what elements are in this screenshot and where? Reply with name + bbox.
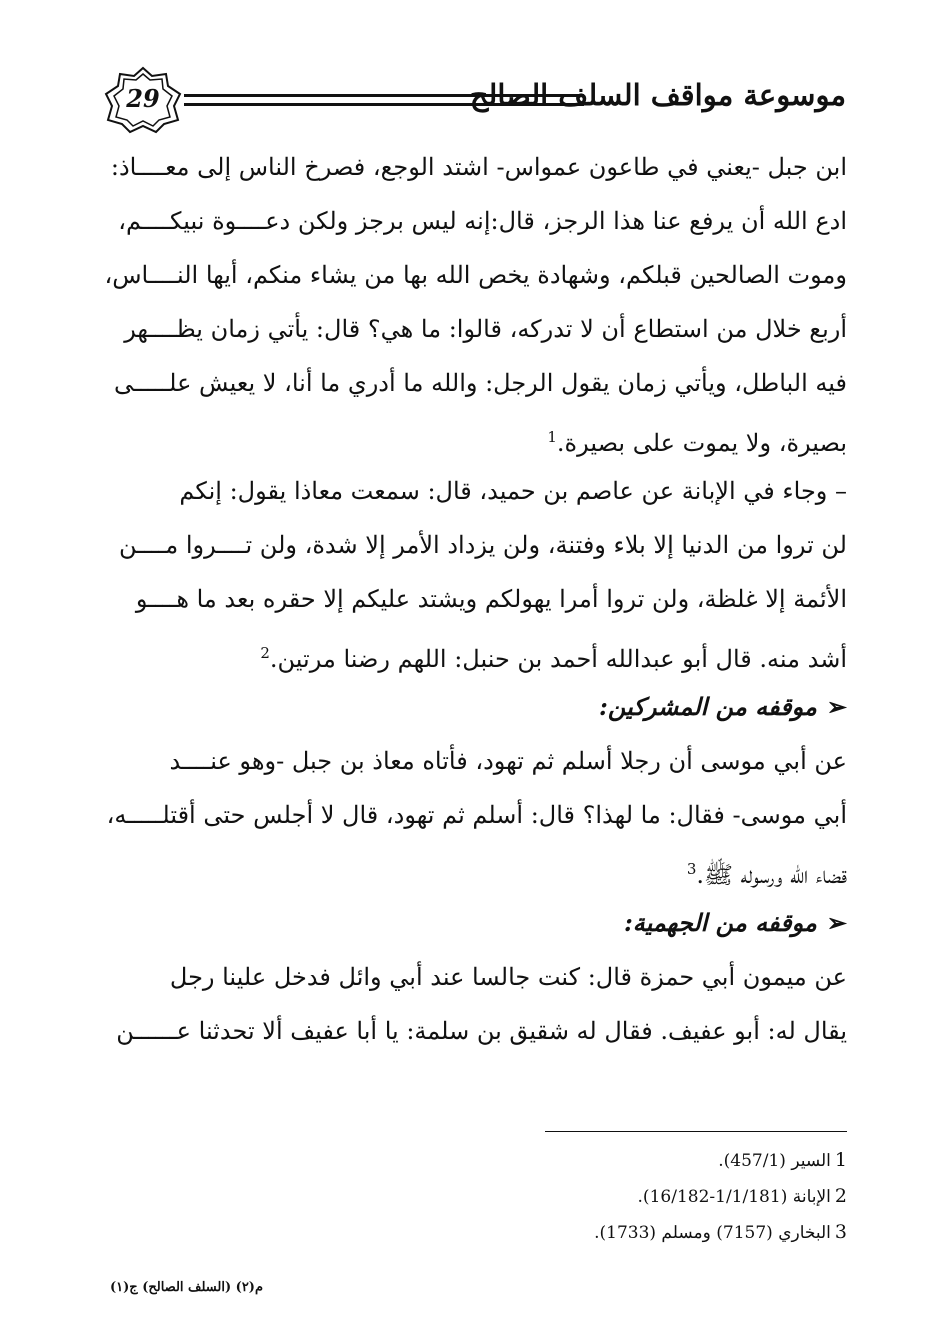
text-line: الأئمة إلا غلظة، ولن تروا أمرا يهولكم ويشتد عليكم إلا حقره بعد ما هــــو <box>135 585 847 613</box>
page-number-badge <box>104 66 182 134</box>
footnote-ref-3: 3 <box>686 860 697 878</box>
text-line: أربع خلال من استطاع أن لا تدركه، قالوا: ما هي؟ قال: يأتي زمان يظــــهر <box>124 315 847 343</box>
footnote-text: البخاري (7157) ومسلم (1733). <box>594 1223 831 1243</box>
footnote <box>400 1214 847 1250</box>
arrow-bullet-icon: ➢ <box>826 908 847 937</box>
footnote <box>400 1142 847 1178</box>
section-heading <box>103 680 847 734</box>
text-line <box>103 410 847 464</box>
text-line: فيه الباطل، ويأتي زمان يقول الرجل: والله ما أدري ما أنا، لا يعيش علـــــى <box>113 369 847 397</box>
text-line: ابن جبل -يعني في طاعون عمواس- اشتد الوجع، فصرخ الناس إلى معــــاذ: <box>110 153 847 181</box>
footnote <box>400 1178 847 1214</box>
text-line: عن ميمون أبي حمزة قال: كنت جالسا عند أبي وائل فدخل علينا رجل <box>169 963 847 991</box>
text-line <box>103 626 847 680</box>
text-line <box>103 842 847 896</box>
text-line: أبي موسى- فقال: ما لهذا؟ قال: أسلم ثم تهود، قال لا أجلس حتى أقتلـــــه، <box>106 801 847 829</box>
text-segment: أشد منه. قال أبو عبدالله أحمد بن حنبل: اللهم رضنا مرتين. <box>269 645 847 673</box>
printer-signature: م(٢) (السلف الصالح) ج(١) <box>110 1280 263 1295</box>
footnote-number: 1 <box>834 1149 847 1171</box>
footnote-text: الإبانة (1/1/181-16/182). <box>637 1187 831 1207</box>
heading-text: موقفه من المشركين: <box>599 692 817 721</box>
page-header <box>96 64 848 136</box>
footnote-text: السير (457/1). <box>718 1151 831 1171</box>
heading-text: موقفه من الجهمية: <box>623 908 817 937</box>
footnote-ref-1: 1 <box>547 428 557 446</box>
page-number: 29 <box>126 84 160 113</box>
book-title: موسوعة مواقف السلف الصالح <box>469 78 846 112</box>
footnote-number: 2 <box>834 1185 847 1207</box>
text-line: – وجاء في الإبانة عن عاصم بن حميد، قال: سمعت معاذا يقول: إنكم <box>179 477 847 505</box>
section-heading <box>103 896 847 950</box>
text-line: ادع الله أن يرفع عنا هذا الرجز، قال:إنه ليس برجز ولكن دعــــوة نبيكــــم، <box>118 207 847 235</box>
footnote-number: 3 <box>834 1221 847 1243</box>
text-segment: قضاء الله ورسوله ﷺ. <box>696 861 847 889</box>
footnote-ref-2: 2 <box>260 644 270 662</box>
text-line: عن أبي موسى أن رجلا أسلم ثم تهود، فأتاه معاذ بن جبل -وهو عنــــد <box>169 747 847 775</box>
text-segment: بصيرة، ولا يموت على بصيرة. <box>556 429 847 457</box>
arrow-bullet-icon: ➢ <box>826 692 847 721</box>
footnote-divider <box>545 1131 847 1132</box>
text-line: يقال له: أبو عفيف. فقال له شقيق بن سلمة: يا أبا عفيف ألا تحدثنا عــــــن <box>116 1017 847 1045</box>
text-line: لن تروا من الدنيا إلا بلاء وفتنة، ولن يزداد الأمر إلا شدة، ولن تــــروا مــــن <box>118 531 847 559</box>
main-text <box>103 140 847 1058</box>
text-line: وموت الصالحين قبلكم، وشهادة يخص الله بها من يشاء منكم، أيها النــــاس، <box>104 261 847 289</box>
footnotes <box>400 1142 847 1250</box>
